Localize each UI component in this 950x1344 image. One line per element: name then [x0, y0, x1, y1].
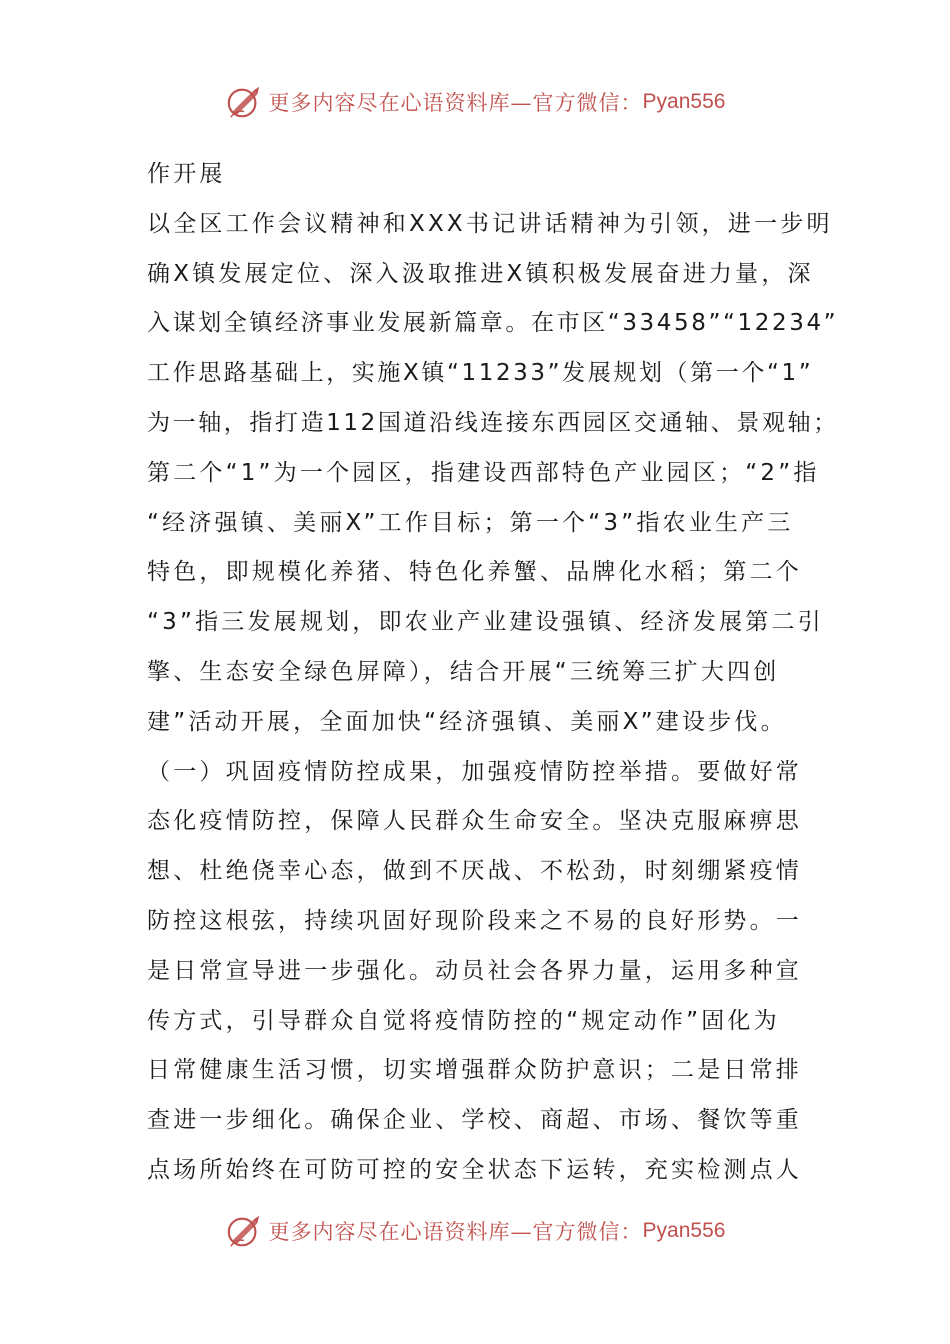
text-line: 作开展: [147, 161, 226, 187]
text-line: 第二个“1”为一个园区，指建设西部特色产业园区；“2”指: [147, 459, 820, 486]
text-line: （一）巩固疫情防控成果，加强疫情防控举措。要做好常: [147, 758, 802, 785]
footer-banner-text: 更多内容尽在心语资料库—官方微信：: [268, 1220, 643, 1244]
header-banner-text: 更多内容尽在心语资料库—官方微信：: [268, 91, 643, 115]
text-line: 特色，即规模化养猪、特色化养蟹、品牌化水稻；第二个: [147, 559, 802, 586]
text-line: 为一轴，指打造112国道沿线连接东西园区交通轴、景观轴；: [147, 409, 839, 436]
footer-wechat-id: Pyan556: [642, 1219, 726, 1242]
text-line: 以全区工作会议精神和XXX书记讲话精神为引领，进一步明: [147, 210, 833, 237]
header-banner: [0, 80, 950, 124]
text-line: 点场所始终在可防可控的安全状态下运转，充实检测点人: [147, 1156, 802, 1183]
text-line: 工作思路基础上，实施X镇“11233”发展规划（第一个“1”: [147, 360, 814, 387]
header-wechat-id: Pyan556: [642, 90, 726, 113]
text-line: 想、杜绝侥幸心态，做到不厌战、不松劲，时刻绷紧疫情: [147, 858, 802, 885]
text-line: “经济强镇、美丽X”工作目标；第一个“3”指农业生产三: [147, 509, 794, 536]
text-line: 擎、生态安全绿色屏障），结合开展“三统筹三扩大四创: [147, 658, 780, 685]
text-line: 查进一步细化。确保企业、学校、商超、市场、餐饮等重: [147, 1107, 802, 1134]
text-line: 是日常宣导进一步强化。动员社会各界力量，运用多种宣: [147, 957, 802, 984]
text-line: 传方式，引导群众自觉将疫情防控的“规定动作”固化为: [147, 1007, 780, 1034]
text-line: 入谋划全镇经济事业发展新篇章。在市区“33458”“12234”: [147, 310, 839, 337]
pen-logo-icon: [225, 83, 263, 121]
pen-logo-icon: [225, 1212, 263, 1250]
document-body: [147, 150, 839, 1196]
text-line: “3”指三发展规划，即农业产业建设强镇、经济发展第二引: [147, 609, 824, 636]
text-line: 日常健康生活习惯，切实增强群众防护意识；二是日常排: [147, 1057, 802, 1084]
footer-banner: [0, 1209, 950, 1253]
text-line: 态化疫情防控，保障人民群众生命安全。坚决克服麻痹思: [147, 808, 802, 835]
text-line: 建”活动开展，全面加快“经济强镇、美丽X”建设步伐。: [147, 708, 787, 735]
text-line: 确X镇发展定位、深入汲取推进X镇积极发展奋进力量，深: [147, 260, 814, 287]
text-line: 防控这根弦，持续巩固好现阶段来之不易的良好形势。一: [147, 907, 802, 934]
